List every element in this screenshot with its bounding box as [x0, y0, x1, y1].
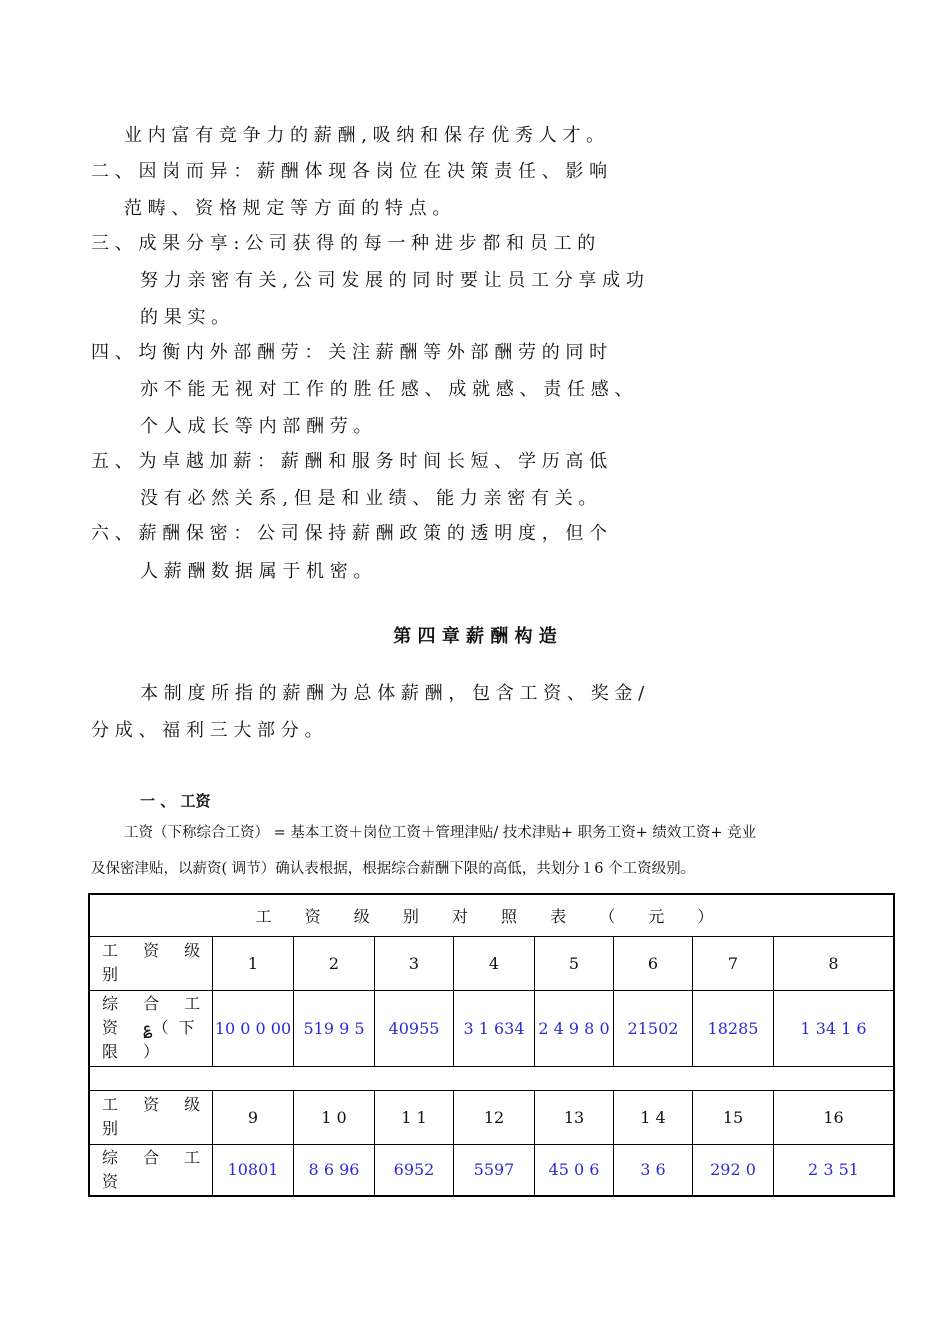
grade-cell: 9 — [213, 1090, 294, 1144]
grade-cell: 8 — [774, 936, 895, 990]
body-line-4: 三 、 成 果 分 享 : 公 司 获 得 的 每 一 种 进 步 都 和 员 工 的 — [91, 233, 596, 254]
row-label-pay-2: 综 合 工 资 — [89, 1144, 213, 1196]
body-line-7: 四 、 均 衡 内 外 部 酬 劳 ： 关 注 薪 酬 等 外 部 酬 劳 的 同 时 — [91, 342, 608, 363]
wage-line-1: 工资（下称综合工资） = 基本工资＋岗位工资＋管理津贴/ 技术津贴+ 职务工资+ 绩效工资+ 竞业 — [124, 825, 757, 841]
pay-cell: 45 0 6 — [535, 1144, 614, 1196]
pay-cell: 2 4 9 8 0 — [535, 990, 614, 1066]
body-line-2: 二 、 因 岗 而 异 ： 薪 酬 体 现 各 岗 位 在 决 策 责 任 、 影 响 — [91, 161, 608, 182]
section-heading: 一 、 工资 — [140, 792, 211, 810]
row-label-grade-1: 工 资 级 别 — [89, 936, 213, 990]
body-line-12: 六 、 薪 酬 保 密 ： 公 司 保 持 薪 酬 政 策 的 透 明 度 ， 但 个 — [91, 523, 608, 544]
body-line-11: 没 有 必 然 关 系 , 但 是 和 业 绩 、 能 力 亲 密 有 关 。 — [140, 488, 597, 509]
body-line-13: 人 薪 酬 数 据 属 于 机 密 。 — [140, 561, 372, 582]
table-caption: 工 资 级 别 对 照 表 （ 元 ） — [89, 894, 894, 936]
pay-cell: 8 6 96 — [294, 1144, 375, 1196]
pay-cell: 10 0 0 00 — [213, 990, 294, 1066]
pay-cell: 40955 — [375, 990, 454, 1066]
body-line-5: 努 力 亲 密 有 关 , 公 司 发 展 的 同 时 要 让 员 工 分 享 成 功 — [140, 270, 644, 291]
grade-cell: 1 0 — [294, 1090, 375, 1144]
grade-cell: 5 — [535, 936, 614, 990]
body-line-1: 业 内 富 有 竞 争 力 的 薪 酬 , 吸 纳 和 保 存 优 秀 人 才 。 — [124, 125, 605, 146]
body-line-3: 范 畴 、 资 格 规 定 等 方 面 的 特 点 。 — [124, 198, 451, 219]
pay-cell: 10801 — [213, 1144, 294, 1196]
pay-cell: 1 34 1 6 — [774, 990, 895, 1066]
body-line-10: 五 、 为 卓 越 加 薪 ： 薪 酬 和 服 务 时 间 长 短 、 学 历 高 低 — [91, 451, 608, 472]
pay-cell: 292 0 — [693, 1144, 774, 1196]
grade-cell: 1 — [213, 936, 294, 990]
pay-cell: 3 6 — [614, 1144, 693, 1196]
salary-grade-table — [88, 893, 895, 1197]
grade-cell: 3 — [375, 936, 454, 990]
intro-line-2: 分 成 、 福 利 三 大 部 分 。 — [91, 720, 323, 741]
pay-cell: 6952 — [375, 1144, 454, 1196]
grade-cell: 2 — [294, 936, 375, 990]
chapter-title: 第 四 章 薪 酬 构 造 — [393, 626, 557, 647]
wage-line-2: 及保密津贴，以薪资( 调节）确认表根据，根据综合薪酬下限的高低，共划分１6 个工资级别。 — [91, 861, 696, 877]
grade-cell: 7 — [693, 936, 774, 990]
pay-cell: 18285 — [693, 990, 774, 1066]
pay-cell: 519 9 5 — [294, 990, 375, 1066]
grade-cell: 1 1 — [375, 1090, 454, 1144]
table-spacer-row — [89, 1066, 894, 1090]
body-line-8: 亦 不 能 无 视 对 工 作 的 胜 任 感 、 成 就 感 、 责 任 感 、 — [140, 379, 633, 400]
grade-cell: 16 — [774, 1090, 895, 1144]
pay-cell: 5597 — [454, 1144, 535, 1196]
grade-cell: 4 — [454, 936, 535, 990]
grade-cell: 15 — [693, 1090, 774, 1144]
grade-cell: 12 — [454, 1090, 535, 1144]
body-line-6: 的 果 实 。 — [140, 307, 230, 328]
row-label-grade-2: 工 资 级 别 — [89, 1090, 213, 1144]
grade-cell: 6 — [614, 936, 693, 990]
body-line-9: 个 人 成 长 等 内 部 酬 劳 。 — [140, 416, 372, 437]
grade-cell: 1 4 — [614, 1090, 693, 1144]
row-label-pay-1: 综 合 工 资 ؏（下 限 ） — [89, 990, 213, 1066]
pay-cell: 21502 — [614, 990, 693, 1066]
pay-cell: 3 1 634 — [454, 990, 535, 1066]
pay-cell: 2 3 51 — [774, 1144, 895, 1196]
grade-cell: 13 — [535, 1090, 614, 1144]
intro-line-1: 本 制 度 所 指 的 薪 酬 为 总 体 薪 酬 ， 包 含 工 资 、 奖 金 / — [140, 683, 645, 704]
